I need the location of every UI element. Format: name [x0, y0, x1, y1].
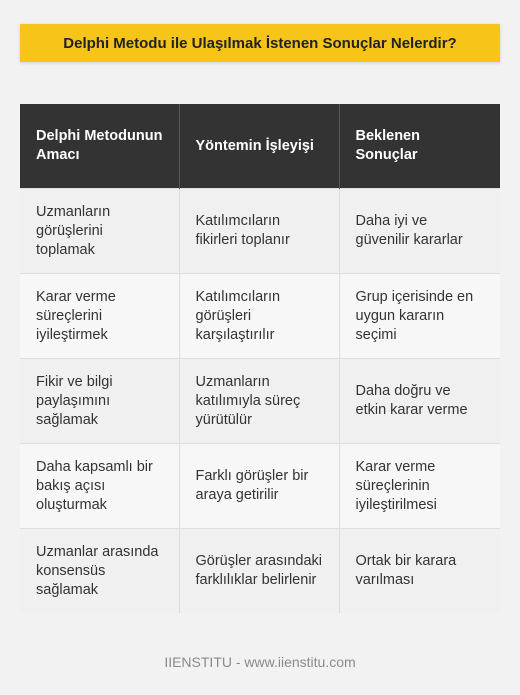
table-row: [20, 274, 500, 359]
table-cell: Görüşler arasındaki farklılıklar belirlenir: [179, 529, 339, 614]
table-cell: Daha doğru ve etkin karar verme: [339, 359, 500, 444]
table-cell: Uzmanlar arasında konsensüs sağlamak: [20, 529, 179, 614]
title-banner: [20, 24, 500, 62]
table-cell: Ortak bir karara varılması: [339, 529, 500, 614]
table-cell: Daha kapsamlı bir bakış açısı oluşturmak: [20, 444, 179, 529]
table-row: [20, 359, 500, 444]
comparison-table: [20, 104, 500, 613]
table-row: [20, 189, 500, 274]
table-cell: Farklı görüşler bir araya getirilir: [179, 444, 339, 529]
table-cell: Karar verme süreçlerini iyileştirmek: [20, 274, 179, 359]
column-header: Yöntemin İşleyişi: [179, 104, 339, 189]
table-cell: Uzmanların katılımıyla süreç yürütülür: [179, 359, 339, 444]
table-row: [20, 529, 500, 614]
table-cell: Fikir ve bilgi paylaşımını sağlamak: [20, 359, 179, 444]
table-cell: Katılımcıların fikirleri toplanır: [179, 189, 339, 274]
table-cell: Katılımcıların görüşleri karşılaştırılır: [179, 274, 339, 359]
page-title: Delphi Metodu ile Ulaşılmak İstenen Sonuçlar Nelerdir?: [63, 34, 457, 52]
table-header-row: [20, 104, 500, 189]
table-cell: Karar verme süreçlerinin iyileştirilmesi: [339, 444, 500, 529]
table-cell: Daha iyi ve güvenilir kararlar: [339, 189, 500, 274]
table-cell: Grup içerisinde en uygun kararın seçimi: [339, 274, 500, 359]
table-row: [20, 444, 500, 529]
footer-credit: IIENSTITU - www.iienstitu.com: [164, 654, 356, 670]
table-cell: Uzmanların görüşlerini toplamak: [20, 189, 179, 274]
column-header: Delphi Metodunun Amacı: [20, 104, 179, 189]
column-header: Beklenen Sonuçlar: [339, 104, 500, 189]
